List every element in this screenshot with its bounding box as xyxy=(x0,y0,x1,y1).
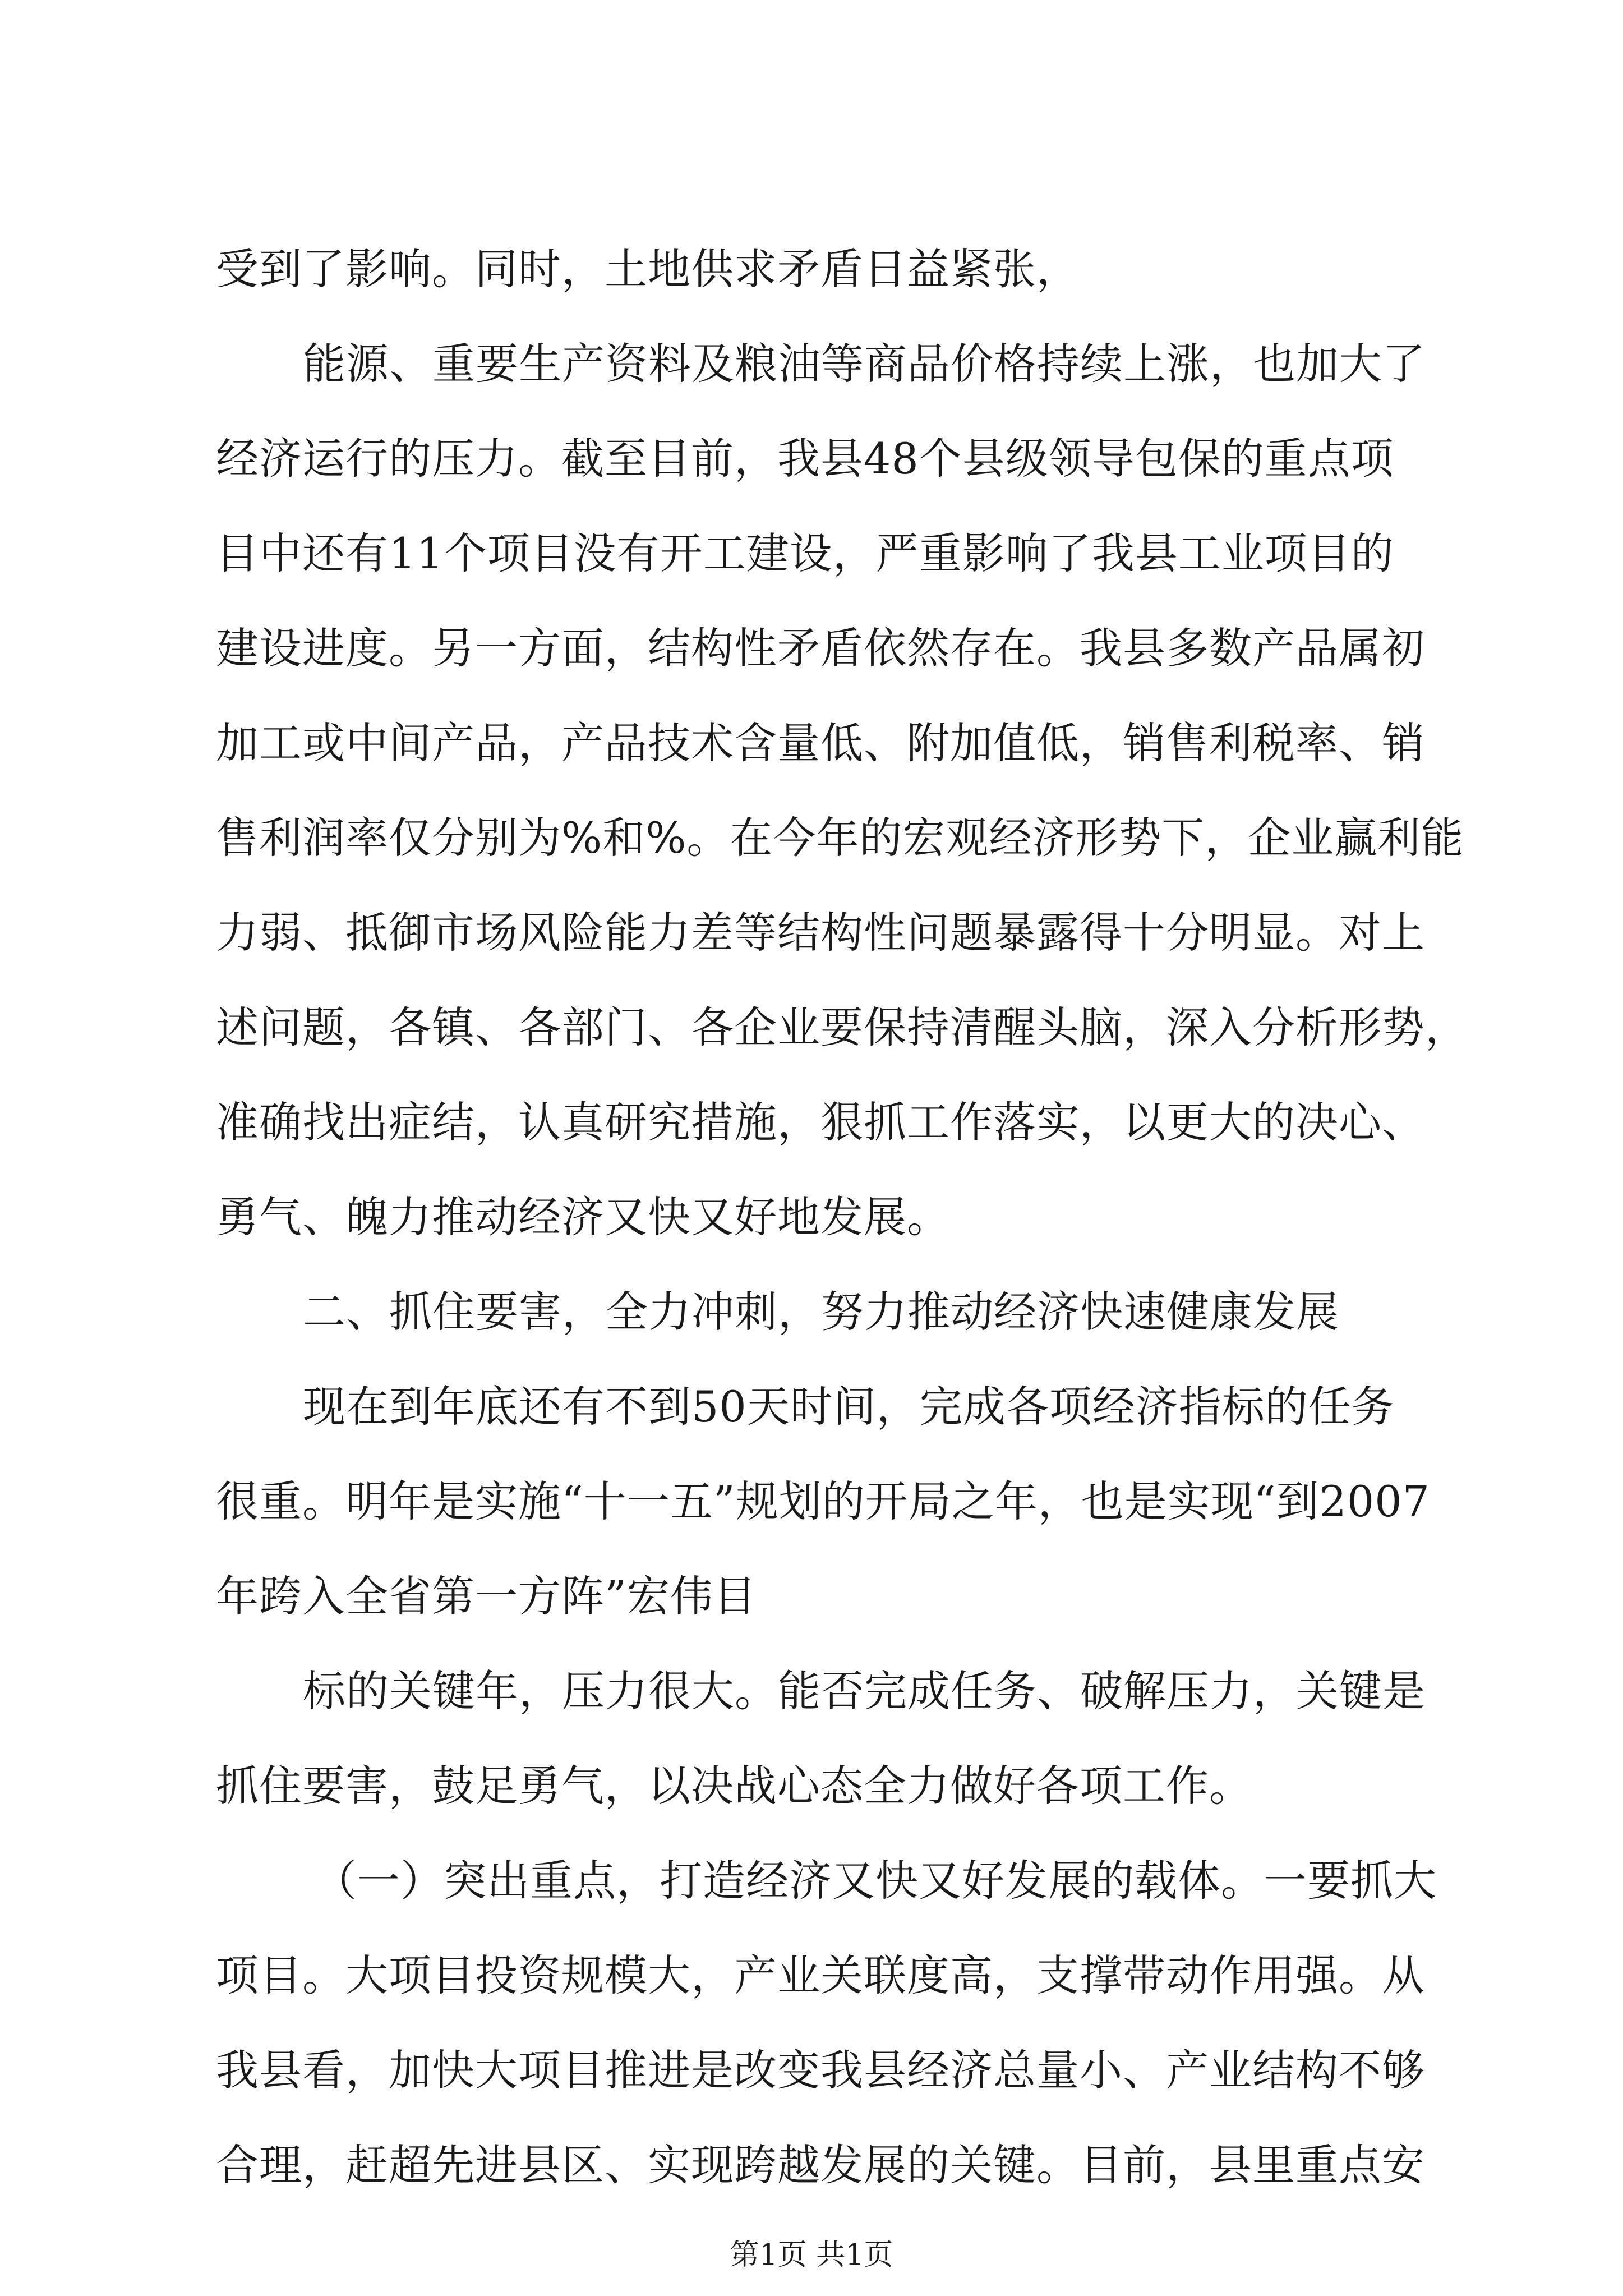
text-line: 目中还有11个项目没有开工建设，严重影响了我县工业项目的 xyxy=(216,528,1394,578)
paragraph-start-line: 能源、重要生产资料及粮油等商品价格持续上涨，也加大了 xyxy=(303,339,1426,389)
text-line: 勇气、魄力推动经济又快又好地发展。 xyxy=(216,1192,950,1242)
section-heading: 二、抓住要害，全力冲刺，努力推动经济快速健康发展 xyxy=(303,1287,1339,1337)
text-line: 我县看，加快大项目推进是改变我县经济总量小、产业结构不够 xyxy=(216,2045,1425,2095)
page-footer: 第1页 共1页 xyxy=(730,2238,893,2272)
text-line: 准确找出症结，认真研究措施，狠抓工作落实，以更大的决心、 xyxy=(216,1097,1425,1147)
subsection-start-line: （一）突出重点，打造经济又快又好发展的载体。一要抓大 xyxy=(314,1856,1437,1906)
text-line: 力弱、抵御市场风险能力差等结构性问题暴露得十分明显。对上 xyxy=(216,908,1425,958)
text-line: 售利润率仅分别为%和%。在今年的宏观经济形势下，企业赢利能 xyxy=(216,813,1464,863)
text-line: 抓住要害，鼓足勇气，以决战心态全力做好各项工作。 xyxy=(216,1761,1252,1811)
text-line: 加工或中间产品，产品技术含量低、附加值低，销售利税率、销 xyxy=(216,718,1425,768)
paragraph-start-line: 标的关键年，压力很大。能否完成任务、破解压力，关键是 xyxy=(303,1666,1426,1716)
text-line: 述问题，各镇、各部门、各企业要保持清醒头脑，深入分析形势， xyxy=(216,1002,1468,1052)
text-line: 建设进度。另一方面，结构性矛盾依然存在。我县多数产品属初 xyxy=(216,623,1425,673)
text-line: 经济运行的压力。截至目前，我县48个县级领导包保的重点项 xyxy=(216,434,1394,484)
text-line: 很重。明年是实施“十一五”规划的开局之年，也是实现“到2007 xyxy=(216,1476,1430,1526)
paragraph-start-line: 现在到年底还有不到50天时间，完成各项经济指标的任务 xyxy=(303,1382,1395,1432)
text-line: 年跨入全省第一方阵”宏伟目 xyxy=(216,1571,757,1621)
text-line: 受到了影响。同时，土地供求矛盾日益紧张， xyxy=(216,244,1080,294)
text-line: 项目。大项目投资规模大，产业关联度高，支撑带动作用强。从 xyxy=(216,1950,1425,2000)
text-line: 合理，赶超先进县区、实现跨越发展的关键。目前，县里重点安 xyxy=(216,2140,1425,2190)
